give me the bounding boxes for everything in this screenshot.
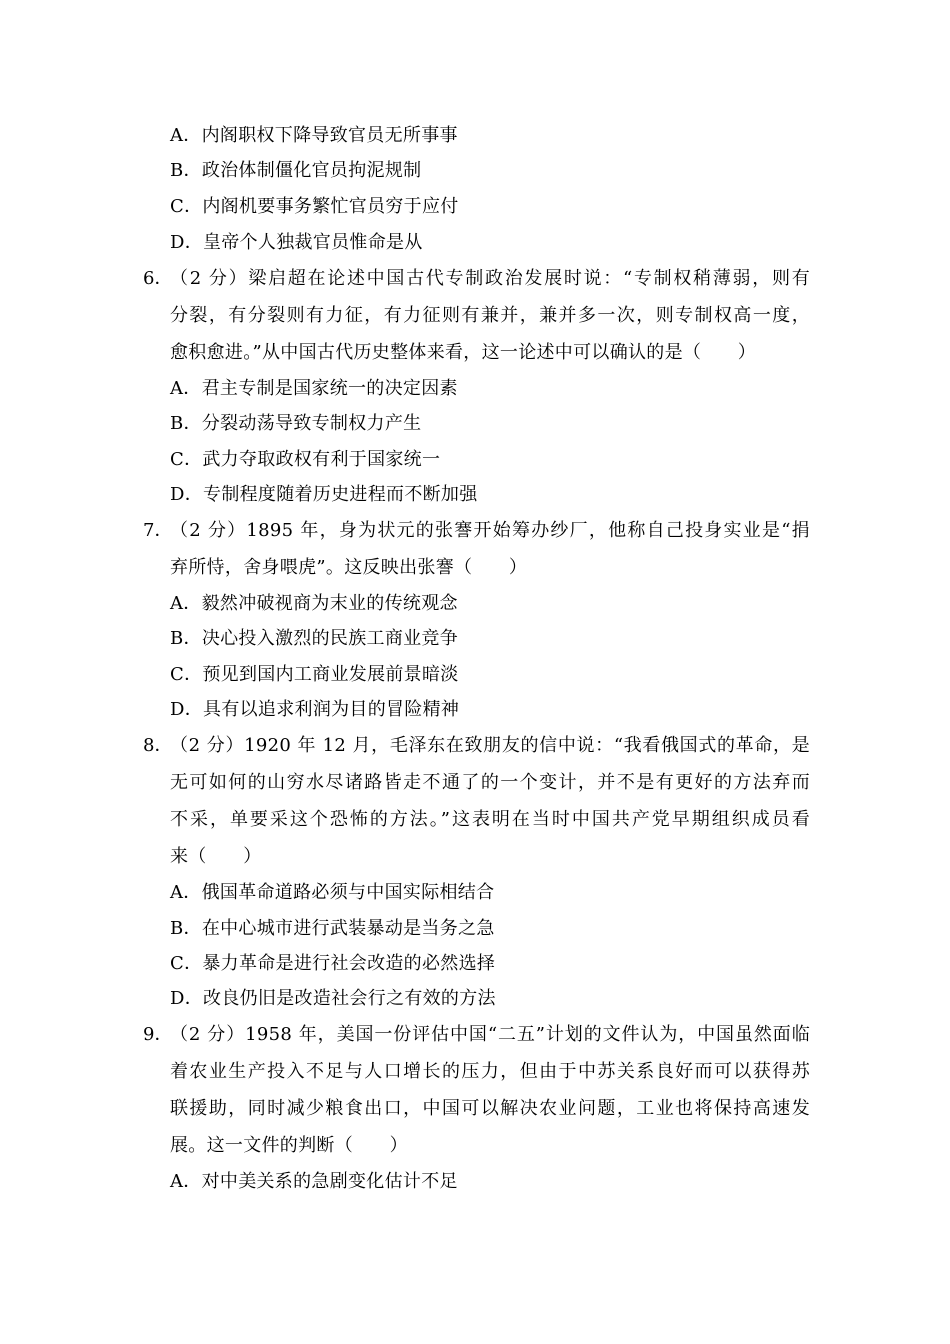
question-8-stem-line-4: 来（ ） (170, 846, 262, 867)
question-7-stem-line-2: 弃所恃，舍身喂虎”。这反映出张謇（ ） (170, 557, 528, 578)
question-5-option-a: A．内阁职权下降导致官员无所事事 (170, 125, 458, 146)
question-6-stem-line-3: 愈积愈进。”从中国古代历史整体来看，这一论述中可以确认的是（ ） (170, 342, 757, 363)
question-6-stem-line-1: （2 分）梁启超在论述中国古代专制政治发展时说：“专制权稍薄弱，则有 (170, 268, 810, 289)
question-9-option-a: A．对中美关系的急剧变化估计不足 (170, 1171, 458, 1192)
question-9-stem-line-2: 着农业生产投入不足与人口增长的压力，但由于中苏关系良好而可以获得苏 (170, 1061, 810, 1082)
question-7-stem-line-1: （2 分）1895 年，身为状元的张謇开始筹办纱厂，他称自己投身实业是“捐 (170, 520, 810, 541)
question-7-option-b: B．决心投入激烈的民族工商业竞争 (170, 628, 459, 649)
question-9-stem-line-1: （2 分）1958 年，美国一份评估中国“二五”计划的文件认为，中国虽然面临 (170, 1024, 810, 1045)
question-5-option-b: B．政治体制僵化官员拘泥规制 (170, 160, 422, 181)
question-7-number: 7． (143, 520, 173, 541)
question-8-option-d: D．改良仍旧是改造社会行之有效的方法 (170, 988, 496, 1009)
question-9-number: 9． (143, 1024, 173, 1045)
question-9-stem-line-3: 联援助，同时减少粮食出口，中国可以解决农业问题，工业也将保持高速发 (170, 1098, 810, 1119)
question-5-option-c: C．内阁机要事务繁忙官员穷于应付 (170, 196, 459, 217)
question-5-option-d: D．皇帝个人独裁官员惟命是从 (170, 232, 423, 253)
question-8-stem-line-2: 无可如何的山穷水尽诸路皆走不通了的一个变计，并不是有更好的方法弃而 (170, 772, 810, 793)
question-8-option-c: C．暴力革命是进行社会改造的必然选择 (170, 953, 496, 974)
question-7-option-d: D．具有以追求利润为目的冒险精神 (170, 699, 460, 720)
question-8-option-a: A．俄国革命道路必须与中国实际相结合 (170, 882, 495, 903)
question-6-option-a: A．君主专制是国家统一的决定因素 (170, 378, 458, 399)
question-9-stem-line-4: 展。这一文件的判断（ ） (170, 1135, 408, 1156)
question-8-option-b: B．在中心城市进行武装暴动是当务之急 (170, 918, 495, 939)
question-7-option-c: C．预见到国内工商业发展前景暗淡 (170, 664, 459, 685)
question-8-stem-line-1: （2 分）1920 年 12 月，毛泽东在致朋友的信中说：“我看俄国式的革命，是 (170, 735, 810, 756)
question-6-option-d: D．专制程度随着历史进程而不断加强 (170, 484, 478, 505)
question-6-number: 6． (143, 268, 173, 289)
question-8-number: 8． (143, 735, 173, 756)
question-6-option-b: B．分裂动荡导致专制权力产生 (170, 413, 422, 434)
question-8-stem-line-3: 不采，单要采这个恐怖的方法。”这表明在当时中国共产党早期组织成员看 (170, 809, 810, 830)
question-6-stem-line-2: 分裂，有分裂则有力征，有力征则有兼并，兼并多一次，则专制权高一度， (170, 305, 810, 326)
question-7-option-a: A．毅然冲破视商为末业的传统观念 (170, 593, 458, 614)
question-6-option-c: C．武力夺取政权有利于国家统一 (170, 449, 441, 470)
